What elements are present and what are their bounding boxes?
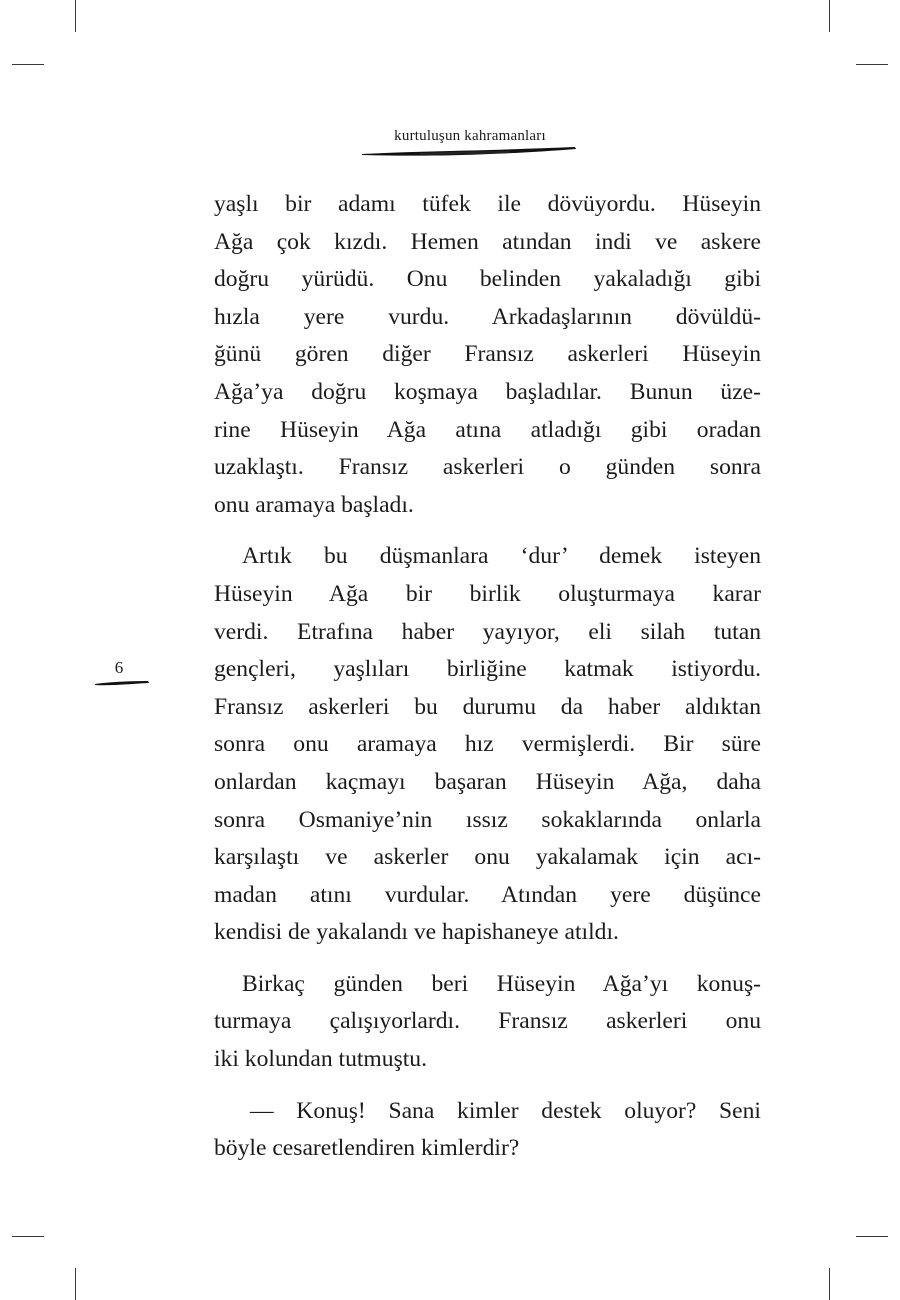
text-line: sonra onu aramaya hız vermişlerdi. Bir süre <box>214 731 761 758</box>
text-line: — Konuş! Sana kimler destek oluyor? Seni <box>250 1097 761 1124</box>
crop-mark-bottom-left <box>75 1268 76 1300</box>
text-line: kendisi de yakalandı ve hapishaneye atıldı. <box>214 919 619 946</box>
page-number-text: 6 <box>114 658 124 677</box>
text-line: Fransız askerleri bu durumu da haber aldıktan <box>214 693 761 720</box>
text-line: sonra Osmaniye’nin ıssız sokaklarında onlarla <box>214 806 761 833</box>
text-line: Hüseyin Ağa bir birlik oluşturmaya karar <box>214 580 761 607</box>
paragraph-1 <box>214 186 761 524</box>
text-line: Artık bu düşmanlara ‘dur’ demek isteyen <box>242 543 761 570</box>
text-line: Ağa’ya doğru koşmaya başladılar. Bunun üze- <box>214 378 761 405</box>
text-line: yaşlı bir adamı tüfek ile dövüyordu. Hüseyin <box>214 191 761 217</box>
text-line: Ağa çok kızdı. Hemen atından indi ve askere <box>214 228 761 255</box>
text-line: gençleri, yaşlıları birliğine katmak istiyordu. <box>214 656 761 683</box>
page-number-brush-icon <box>94 678 150 688</box>
crop-mark-right-bottom <box>856 1236 888 1237</box>
page-number <box>94 658 154 688</box>
body-text <box>214 186 761 1168</box>
text-line: turmaya çalışıyorlardı. Fransız askerleri onu <box>214 1008 761 1035</box>
crop-mark-top-right <box>829 0 830 32</box>
paragraph-2 <box>214 538 761 952</box>
text-line: iki kolundan tutmuştu. <box>214 1046 428 1073</box>
text-line: doğru yürüdü. Onu belinden yakaladığı gibi <box>214 266 761 293</box>
running-header <box>360 128 580 159</box>
crop-mark-top-left <box>75 0 76 32</box>
crop-mark-left-top <box>12 64 44 65</box>
text-line: karşılaştı ve askerler onu yakalamak için acı- <box>214 844 761 871</box>
brush-stroke-ornament <box>360 145 580 159</box>
text-line: hızla yere vurdu. Arkadaşlarının dövüldü- <box>214 303 761 330</box>
text-line: böyle cesaretlendiren kimlerdir? <box>214 1135 520 1162</box>
text-line: madan atını vurdular. Atından yere düşünce <box>214 881 761 908</box>
text-line: verdi. Etrafına haber yayıyor, eli silah tutan <box>214 618 761 645</box>
running-header-title: kurtuluşun kahramanları <box>394 128 546 144</box>
text-line: Birkaç günden beri Hüseyin Ağa’yı konuş- <box>242 970 761 997</box>
text-line: onlardan kaçmayı başaran Hüseyin Ağa, daha <box>214 768 761 795</box>
text-line: rine Hüseyin Ağa atına atladığı gibi oradan <box>214 416 761 443</box>
text-line: ğünü gören diğer Fransız askerleri Hüseyin <box>214 341 761 368</box>
paragraph-4-dialogue <box>214 1093 761 1168</box>
crop-mark-bottom-right <box>829 1268 830 1300</box>
crop-mark-right-top <box>856 64 888 65</box>
text-line: onu aramaya başladı. <box>214 491 414 518</box>
text-line: uzaklaştı. Fransız askerleri o günden sonra <box>214 454 761 481</box>
crop-mark-left-bottom <box>12 1236 44 1237</box>
paragraph-3 <box>214 966 761 1079</box>
